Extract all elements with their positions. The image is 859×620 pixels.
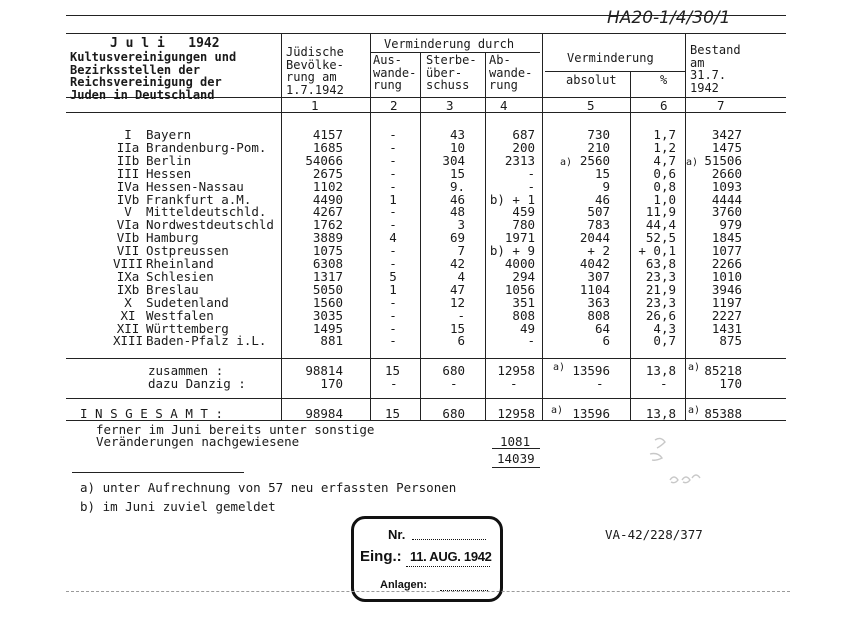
row-name: Hessen-Nassau — [146, 178, 244, 194]
top-rule — [66, 15, 786, 16]
row-roman-numeral: XI — [120, 307, 136, 323]
row-percent: 0,6 — [653, 165, 676, 181]
row-absolute: 783 — [587, 217, 610, 233]
row-roman-numeral: VIb — [116, 230, 140, 246]
column-number: 7 — [717, 98, 725, 113]
extra-note-line1: ferner im Juni bereits unter sonstige — [96, 422, 375, 437]
row-absolute: 15 — [594, 165, 610, 181]
row-name: Hamburg — [146, 230, 199, 246]
column-number: 1 — [311, 98, 319, 113]
total-row — [0, 407, 859, 420]
row-deportation: - — [527, 333, 535, 349]
row-deportation: 49 — [519, 320, 535, 336]
receipt-stamp — [351, 516, 503, 602]
page-edge — [66, 591, 790, 592]
org-column-header: Kultusvereinigungen und Bezirksstellen der Reichsvereinigung der Juden in Deutschland — [70, 50, 237, 102]
row-emigration: - — [389, 178, 397, 194]
row-stock: 1077 — [711, 243, 742, 259]
row-stock: 2660 — [711, 165, 742, 181]
row-stock: 875 — [719, 333, 742, 349]
row-percent: 0,7 — [653, 333, 676, 349]
table-row — [0, 270, 859, 283]
row-roman-numeral: XIII — [112, 333, 144, 349]
subtotal-stock-note: a) — [688, 362, 701, 373]
row-roman-numeral: VIa — [116, 217, 140, 233]
row-name: Nordwestdeutschld — [146, 217, 274, 233]
total-stock: 85388 — [704, 406, 742, 421]
row-name: Bayern — [146, 127, 192, 142]
danzig-percent: - — [660, 376, 668, 391]
row-emigration: - — [389, 204, 397, 220]
total-line — [66, 398, 786, 399]
row-absolute: 307 — [587, 268, 610, 284]
row-absolute: + 2 — [587, 243, 610, 259]
row-absolute: 4042 — [579, 256, 610, 271]
row-absolute: 808 — [587, 307, 610, 323]
row-name: Frankfurt a.M. — [146, 191, 252, 207]
row-deportation: 294 — [512, 268, 535, 284]
row-percent: 4,7 — [653, 152, 676, 168]
row-population: 54066 — [305, 152, 343, 168]
row-emigration: - — [389, 307, 397, 323]
row-roman-numeral: IXa — [116, 268, 140, 284]
danzig-stock: 170 — [719, 376, 742, 391]
subtotal-death-surplus: 680 — [442, 363, 465, 378]
death-surplus-column-header: Sterbe- über- schuss — [426, 53, 477, 92]
row-emigration: - — [389, 139, 397, 155]
row-deportation: 459 — [512, 204, 535, 220]
row-name: Brandenburg-Pom. — [146, 139, 267, 155]
row-percent: 1,7 — [653, 127, 676, 142]
row-deportation: b) + 9 — [489, 243, 535, 259]
row-deportation: 351 — [512, 294, 535, 310]
row-death-surplus: 3 — [457, 217, 465, 233]
row-population: 4490 — [312, 191, 343, 207]
column-number: 3 — [446, 98, 454, 113]
subtotal-label: zusammen : — [148, 363, 224, 378]
sum-rule-bottom — [492, 467, 540, 468]
row-emigration: - — [389, 217, 397, 233]
archive-reference: HA20-1/4/30/1 — [607, 8, 731, 28]
row-deportation: 200 — [512, 139, 535, 155]
row-absolute: 363 — [587, 294, 610, 310]
row-death-surplus: 48 — [449, 204, 465, 220]
row-name: Ostpreussen — [146, 243, 229, 259]
row-roman-numeral: I — [124, 127, 132, 142]
row-death-surplus: 12 — [449, 294, 465, 310]
row-population: 881 — [320, 333, 343, 349]
row-percent: 11,9 — [645, 204, 676, 220]
row-death-surplus: 6 — [457, 333, 465, 349]
row-emigration: - — [389, 320, 397, 336]
footnote-b: b) im Juni zuviel gemeldet — [80, 499, 276, 514]
row-death-surplus: 43 — [449, 127, 465, 142]
danzig-death-surplus: - — [450, 376, 458, 391]
row-absolute: 46 — [594, 191, 610, 207]
row-roman-numeral: XII — [116, 320, 140, 336]
row-roman-numeral: X — [124, 294, 132, 310]
row-population: 6308 — [312, 256, 343, 271]
total-stock-note: a) — [688, 405, 701, 416]
subtotal-deportation: 12958 — [497, 363, 535, 378]
row-emigration: 4 — [389, 230, 397, 246]
row-stock: 1845 — [711, 230, 742, 246]
row-stock: 1475 — [711, 139, 742, 155]
row-deportation: - — [527, 165, 535, 181]
row-emigration: 1 — [389, 281, 397, 297]
subtotal-abs-note: a) — [553, 362, 566, 373]
row-emigration: 1 — [389, 191, 397, 207]
table-row — [0, 154, 859, 167]
row-roman-numeral: VIII — [112, 256, 144, 271]
stamp-date: 11. AUG. 1942 — [410, 549, 492, 564]
row-percent: 21,9 — [645, 281, 676, 297]
row-name: Hessen — [146, 165, 192, 181]
total-population: 98984 — [305, 406, 343, 421]
subtotal-stock: 85218 — [704, 363, 742, 378]
row-percent: 52,5 — [645, 230, 676, 246]
row-death-surplus: 4 — [457, 268, 465, 284]
total-deportation: 12958 — [497, 406, 535, 421]
row-absolute: 9 — [602, 178, 610, 194]
stock-column-header: Bestand am 31.7. 1942 — [690, 43, 741, 95]
row-absolute: 1104 — [579, 281, 610, 297]
row-population: 5050 — [312, 281, 343, 297]
row-emigration: - — [389, 243, 397, 259]
stamp-nr-label: Nr. — [388, 527, 406, 542]
row-stock: 4444 — [711, 191, 742, 207]
total-absolute: 13596 — [572, 406, 610, 421]
sum-rule — [492, 448, 540, 449]
row-roman-numeral: IVa — [116, 178, 140, 194]
row-absolute: 6 — [602, 333, 610, 349]
row-deportation: 1971 — [504, 230, 535, 246]
row-stock: 1010 — [711, 268, 742, 284]
row-death-surplus: 9. — [449, 178, 465, 194]
stamp-eing-label: Eing.: — [360, 548, 402, 565]
row-percent: 63,8 — [645, 256, 676, 271]
row-death-surplus: 69 — [449, 230, 465, 246]
row-population: 1102 — [312, 178, 343, 194]
header-top-line — [66, 33, 786, 34]
row-roman-numeral: V — [124, 204, 132, 220]
row-population: 3889 — [312, 230, 343, 246]
month-title: J u l i 1942 — [110, 36, 220, 51]
row-absolute: 730 — [587, 127, 610, 142]
row-stock: 979 — [719, 217, 742, 233]
danzig-emigration: - — [390, 376, 398, 391]
row-name: Schlesien — [146, 268, 214, 284]
row-name: Berlin — [146, 152, 192, 168]
row-population: 4267 — [312, 204, 343, 220]
column-number: 6 — [660, 98, 668, 113]
row-stock: 1093 — [711, 178, 742, 194]
row-emigration: 5 — [389, 268, 397, 284]
column-number: 2 — [390, 98, 398, 113]
row-deportation: 687 — [512, 127, 535, 142]
row-population: 1495 — [312, 320, 343, 336]
row-roman-numeral: IIb — [116, 152, 140, 168]
table-row — [0, 334, 859, 347]
danzig-population: 170 — [320, 376, 343, 391]
extra-sum: 14039 — [497, 451, 535, 466]
row-abs-note: a) — [560, 156, 573, 168]
table-row — [0, 309, 859, 322]
extra-value: 1081 — [500, 434, 531, 449]
row-percent: 26,6 — [645, 307, 676, 323]
row-deportation: 780 — [512, 217, 535, 233]
row-percent: 23,3 — [645, 268, 676, 284]
row-emigration: - — [389, 256, 397, 271]
row-emigration: - — [389, 127, 397, 142]
row-percent: 1,2 — [653, 139, 676, 155]
extra-note-line2: Veränderungen nachgewiesene — [96, 434, 300, 449]
row-stock: 3760 — [711, 204, 742, 220]
row-death-surplus: - — [457, 307, 465, 323]
row-population: 1762 — [312, 217, 343, 233]
row-deportation: 2313 — [504, 152, 535, 168]
row-name: Baden-Pfalz i.L. — [146, 333, 267, 349]
row-stock: 3427 — [711, 127, 742, 142]
reduction2-divider — [545, 71, 685, 72]
subtotal-absolute: 13596 — [572, 363, 610, 378]
row-death-surplus: 304 — [442, 152, 465, 168]
footnote-separator — [72, 472, 244, 473]
emigration-column-header: Aus- wande- rung — [373, 53, 417, 92]
row-stock: 2266 — [711, 256, 742, 271]
row-percent: 44,4 — [645, 217, 676, 233]
subtotal-emigration: 15 — [385, 363, 401, 378]
pencil-marks — [640, 432, 710, 492]
row-emigration: - — [389, 333, 397, 349]
row-emigration: - — [389, 294, 397, 310]
row-stock: 1431 — [711, 320, 742, 336]
row-stock: 1197 — [711, 294, 742, 310]
row-percent: 23,3 — [645, 294, 676, 310]
row-name: Westfalen — [146, 307, 214, 323]
danzig-deportation: - — [510, 376, 518, 391]
row-death-surplus: 47 — [449, 281, 465, 297]
absolute-subheader: absolut — [566, 73, 617, 87]
reduction-header: Verminderung durch — [384, 37, 515, 51]
row-population: 1075 — [312, 243, 343, 259]
stamp-nr-line — [412, 539, 486, 540]
danzig-label: dazu Danzig : — [148, 376, 246, 391]
subtotal-population: 98814 — [305, 363, 343, 378]
row-deportation: 1056 — [504, 281, 535, 297]
table-row — [0, 141, 859, 154]
row-death-surplus: 46 — [449, 191, 465, 207]
danzig-row — [0, 377, 859, 390]
row-percent: + 0,1 — [638, 243, 676, 259]
subtotal-line — [66, 358, 786, 359]
row-deportation: 4000 — [504, 256, 535, 271]
row-percent: 1,0 — [653, 191, 676, 207]
row-deportation: 808 — [512, 307, 535, 323]
row-emigration: - — [389, 165, 397, 181]
danzig-absolute: - — [596, 376, 604, 391]
population-column-header: Jüdische Bevölke- rung am 1.7.1942 — [286, 45, 344, 97]
reduction2-header: Verminderung — [567, 51, 654, 65]
total-abs-note: a) — [551, 405, 564, 416]
row-percent: 4,3 — [653, 320, 676, 336]
table-row — [0, 283, 859, 296]
row-roman-numeral: VII — [116, 243, 140, 259]
row-death-surplus: 42 — [449, 256, 465, 271]
row-name: Rheinland — [146, 256, 214, 271]
row-name: Breslau — [146, 281, 199, 297]
row-population: 1685 — [312, 139, 343, 155]
total-label: I N S G E S A M T : — [80, 406, 223, 421]
percent-subheader: % — [660, 73, 668, 87]
row-percent: 0,8 — [653, 178, 676, 194]
table-row — [0, 167, 859, 180]
colnum-line — [66, 112, 786, 113]
row-population: 1560 — [312, 294, 343, 310]
total-emigration: 15 — [385, 406, 401, 421]
row-death-surplus: 7 — [457, 243, 465, 259]
total-death-surplus: 680 — [442, 406, 465, 421]
stamp-date-line — [406, 566, 490, 567]
deportation-column-header: Ab- wande- rung — [489, 53, 533, 92]
footnote-a: a) unter Aufrechnung von 57 neu erfassten Personen — [80, 480, 457, 495]
row-roman-numeral: III — [116, 165, 140, 181]
row-name: Mitteldeutschld. — [146, 204, 267, 220]
row-population: 4157 — [312, 127, 343, 142]
row-roman-numeral: IIa — [116, 139, 140, 155]
row-deportation: - — [527, 178, 535, 194]
subtotal-percent: 13,8 — [645, 363, 676, 378]
document-reference: VA-42/228/377 — [605, 527, 703, 542]
table-row — [0, 180, 859, 193]
row-absolute: 64 — [594, 320, 610, 336]
row-stock: 3946 — [711, 281, 742, 297]
row-absolute: 2560 — [579, 152, 610, 168]
row-population: 2675 — [312, 165, 343, 181]
column-number: 5 — [587, 98, 595, 113]
row-roman-numeral: IVb — [116, 191, 140, 207]
stamp-anlagen-label: Anlagen: — [380, 579, 428, 591]
row-absolute: 2044 — [579, 230, 610, 246]
row-stock-note: a) — [686, 156, 699, 168]
row-roman-numeral: IXb — [116, 281, 140, 297]
total-percent: 13,8 — [645, 406, 676, 421]
row-death-surplus: 15 — [449, 165, 465, 181]
row-emigration: - — [389, 152, 397, 168]
row-deportation: b) + 1 — [489, 191, 535, 207]
row-absolute: 507 — [587, 204, 610, 220]
row-population: 3035 — [312, 307, 343, 323]
row-stock: 2227 — [711, 307, 742, 323]
row-death-surplus: 15 — [449, 320, 465, 336]
row-population: 1317 — [312, 268, 343, 284]
row-name: Württemberg — [146, 320, 229, 336]
row-stock: 51506 — [704, 152, 742, 168]
row-death-surplus: 10 — [449, 139, 465, 155]
row-name: Sudetenland — [146, 294, 229, 310]
row-absolute: 210 — [587, 139, 610, 155]
table-row — [0, 296, 859, 309]
column-number: 4 — [500, 98, 508, 113]
